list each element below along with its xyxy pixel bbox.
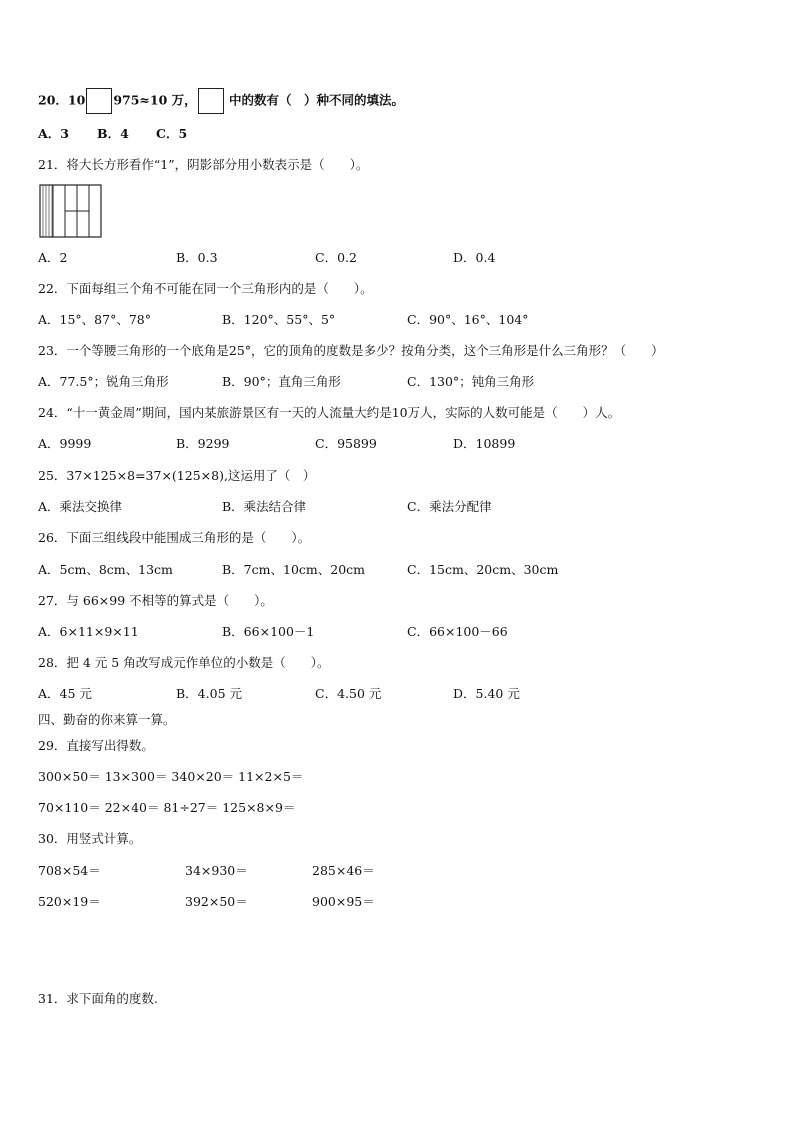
q25-option-c[interactable]: C．乘法分配律 [407, 499, 492, 514]
q20-middle: 975≈10 万， [113, 92, 197, 108]
q25-option-a[interactable]: A．乘法交换律 [38, 499, 123, 514]
q26-option-a[interactable]: A．5cm、8cm、13cm [38, 562, 173, 577]
q28-option-d[interactable]: D．5.40 元 [453, 686, 520, 701]
q30-row1-item-1: 708×54＝ [38, 863, 101, 878]
q24-stem: 24．“十一黄金周”期间，国内某旅游景区有一天的人流量大约是10万人，实际的人数可能是（ ）人。 [38, 405, 621, 420]
q22-option-c[interactable]: C．90°、16°、104° [407, 312, 529, 327]
q26-stem: 26．下面三组线段中能围成三角形的是（ ）。 [38, 530, 311, 545]
q21-stem: 21．将大长方形看作“1”，阴影部分用小数表示是（ ）。 [38, 157, 369, 172]
q31-stem: 31．求下面角的度数. [38, 991, 158, 1006]
q24-option-d[interactable]: D．10899 [453, 436, 516, 451]
shaded-part [40, 185, 53, 237]
q28-option-b[interactable]: B．4.05 元 [176, 686, 242, 701]
q28-option-a[interactable]: A．45 元 [38, 686, 92, 701]
q22-option-a[interactable]: A．15°、87°、78° [38, 312, 151, 327]
q20-number: 20． [38, 92, 68, 108]
q20-option-a[interactable]: A．3 [38, 126, 69, 141]
q23-option-a[interactable]: A．77.5°；锐角三角形 [38, 374, 169, 389]
q20-blank-box-1[interactable] [86, 88, 112, 114]
q26-option-b[interactable]: B．7cm、10cm、20cm [222, 562, 366, 577]
q26-option-c[interactable]: C．15cm、20cm、30cm [407, 562, 559, 577]
q28-option-c[interactable]: C．4.50 元 [315, 686, 382, 701]
q30-row2-item-3: 900×95＝ [312, 894, 375, 909]
q30-row2-item-1: 520×19＝ [38, 894, 101, 909]
q21-option-b[interactable]: B．0.3 [176, 250, 218, 265]
q24-option-b[interactable]: B．9299 [176, 436, 230, 451]
q29-row-2: 70×110＝ 22×40＝ 81÷27＝ 125×8×9＝ [38, 800, 296, 815]
section-4-title: 四、勤奋的你来算一算。 [38, 712, 176, 727]
q27-option-c[interactable]: C．66×100－66 [407, 624, 508, 639]
q20-prefix: 10 [67, 92, 86, 108]
q30-row2-item-2: 392×50＝ [185, 894, 248, 909]
q22-stem: 22．下面每组三个角不可能在同一个三角形内的是（ ）。 [38, 281, 373, 296]
q21-option-a[interactable]: A．2 [38, 250, 68, 265]
q30-stem: 30．用竖式计算。 [38, 831, 142, 846]
q20-blank-box-2[interactable] [198, 88, 224, 114]
q20-option-c[interactable]: C．5 [156, 126, 188, 141]
q20-option-b[interactable]: B．4 [97, 126, 129, 141]
q22-option-b[interactable]: B．120°、55°、5° [222, 312, 336, 327]
q30-row1-item-2: 34×930＝ [185, 863, 248, 878]
q25-stem: 25．37×125×8=37×(125×8),这运用了（ ） [38, 468, 316, 483]
q29-stem: 29．直接写出得数。 [38, 738, 154, 753]
q20-stem [38, 88, 404, 114]
q25-option-b[interactable]: B．乘法结合律 [222, 499, 307, 514]
q21-option-c[interactable]: C．0.2 [315, 250, 357, 265]
q29-row-1: 300×50＝ 13×300＝ 340×20＝ 11×2×5＝ [38, 769, 304, 784]
q28-stem: 28．把 4 元 5 角改写成元作单位的小数是（ ）。 [38, 655, 330, 670]
rectangle-figure [39, 184, 103, 238]
q27-option-b[interactable]: B．66×100－1 [222, 624, 315, 639]
q23-option-b[interactable]: B．90°；直角三角形 [222, 374, 341, 389]
q24-option-c[interactable]: C．95899 [315, 436, 377, 451]
q23-stem: 23．一个等腰三角形的一个底角是25°，它的顶角的度数是多少？按角分类，这个三角形是什么三角形？（ ） [38, 343, 664, 358]
q20-suffix: 中的数有（ ）种不同的填法。 [229, 92, 405, 108]
q27-stem: 27．与 66×99 不相等的算式是（ ）。 [38, 593, 273, 608]
q23-option-c[interactable]: C．130°；钝角三角形 [407, 374, 535, 389]
q21-option-d[interactable]: D．0.4 [453, 250, 496, 265]
q24-option-a[interactable]: A．9999 [38, 436, 92, 451]
q27-option-a[interactable]: A．6×11×9×11 [38, 624, 139, 639]
q30-row1-item-3: 285×46＝ [312, 863, 375, 878]
